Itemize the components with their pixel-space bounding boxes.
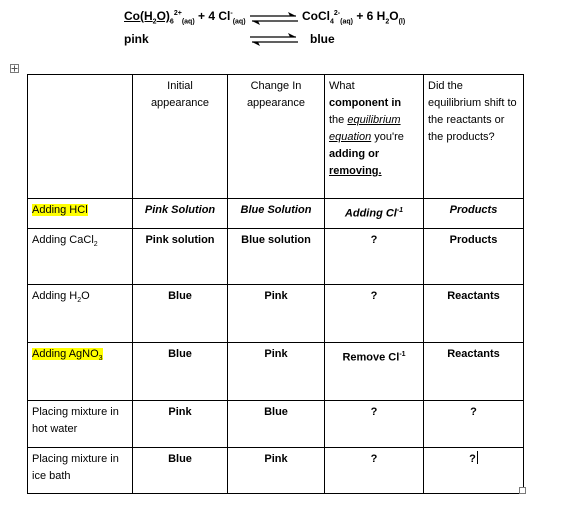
table-move-handle-icon[interactable]: [10, 64, 19, 73]
header-blank: [28, 75, 133, 199]
table-row: [28, 401, 524, 448]
row-initial: Blue: [133, 343, 228, 401]
row-initial: Blue: [133, 448, 228, 494]
row-shift: Reactants: [424, 343, 524, 401]
table-row: [28, 199, 524, 229]
table-row: [28, 448, 524, 494]
equilibrium-arrows-icon: [248, 10, 300, 50]
row-label: Adding $H_2O$: [28, 285, 133, 343]
table-header-row: [28, 75, 524, 199]
row-change: Blue: [228, 401, 325, 448]
row-shift: Reactants: [424, 285, 524, 343]
row-initial: Blue: [133, 285, 228, 343]
row-label: Adding CaCl$_2$: [28, 229, 133, 285]
product-formula: CoCl$_4^{2-}_{(aq)}$ + 6 $H_2O_{(l)}$: [302, 9, 406, 26]
header-shift: Did the equilibrium shift to the reactants or the products?: [424, 75, 524, 199]
header-component: What component in the equilibrium equation you're adding or removing.: [325, 75, 424, 199]
equilibrium-table: [27, 74, 524, 494]
row-shift: Products: [424, 229, 524, 285]
row-change: Blue solution: [228, 229, 325, 285]
row-change: Pink: [228, 448, 325, 494]
table-row: [28, 285, 524, 343]
row-shift: Products: [424, 199, 524, 229]
row-label: Placing mixture in hot water: [28, 401, 133, 448]
row-component: ?: [325, 401, 424, 448]
header-initial: Initial appearance: [133, 75, 228, 199]
right-color-label: blue: [310, 32, 335, 46]
row-initial: Pink: [133, 401, 228, 448]
row-shift-editable[interactable]: ?: [424, 448, 524, 494]
table-row: [28, 343, 524, 401]
text-cursor: [477, 451, 478, 464]
left-color-label: pink: [124, 32, 149, 46]
row-label: Adding HCl: [28, 199, 133, 229]
row-component: Remove $Cl^{-1}$: [325, 343, 424, 401]
row-label: Placing mixture in ice bath: [28, 448, 133, 494]
reactant-formula: $Co(H_2O)_6^{2+}_{(aq)} + 4$ $Cl^-_{(aq)}$: [124, 9, 246, 26]
row-component: Adding $Cl^{-1}$: [325, 199, 424, 229]
row-component: ?: [325, 448, 424, 494]
header-change: Change In appearance: [228, 75, 325, 199]
row-component: ?: [325, 229, 424, 285]
table-row: [28, 229, 524, 285]
table-resize-handle-icon[interactable]: [519, 487, 526, 494]
row-change: Pink: [228, 343, 325, 401]
row-initial: Pink solution: [133, 229, 228, 285]
row-shift: ?: [424, 401, 524, 448]
row-component: ?: [325, 285, 424, 343]
row-label: Adding AgNO$_3$: [28, 343, 133, 401]
row-change: Blue Solution: [228, 199, 325, 229]
row-initial: Pink Solution: [133, 199, 228, 229]
row-change: Pink: [228, 285, 325, 343]
